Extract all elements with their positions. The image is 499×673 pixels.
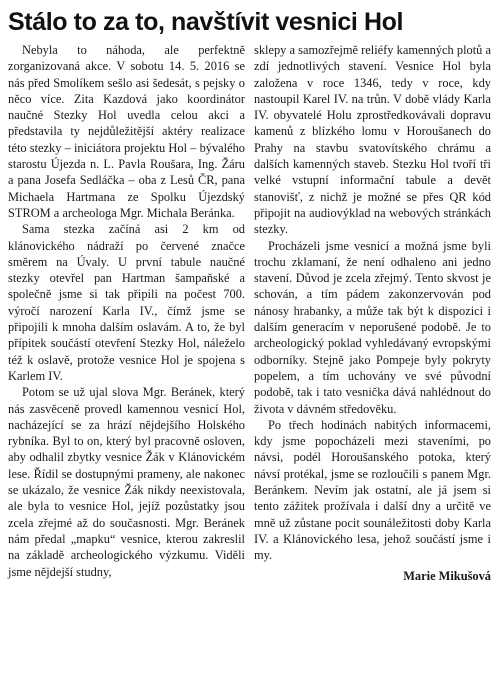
paragraph: Po třech hodinách nabitých informacemi, kdy jsme popocházeli mezi staveními, po návsi, podél Horoušanského potoka, který návsí protékal, jsme se rozloučili s panem Mgr. Beránkem. Nevím jak ostatní, ale já jsem si tento zážitek prožívala i další dny a určitě ve mně už zůstane pocit sounáležitosti doby Karla IV. a Klánovického lesa, jehož součástí jsme i my. [254, 417, 491, 563]
paragraph: Procházeli jsme vesnicí a možná jsme byli trochu zklamaní, že není odhaleno ani jedno stavení. Důvod je zcela zřejmý. Tento skvost je schován, a tím pádem zakonzervován pod nánosy hrabanky, a může tak být k dispozici i dalším generacím v neporušené podobě. Je to archeologický poklad vyhledávaný evropskými odborníky. Stejně jako Pompeje byly pokryty popelem, a tím uchovány ve své původní podobě, tak i tato vesnička dává nahlédnout do života v dávném středověku. [254, 238, 491, 416]
article-headline: Stálo to za to, navštívit vesnici Hol [8, 8, 404, 36]
article-author: Marie Mikušová [403, 568, 491, 583]
paragraph: sklepy a samozřejmě reliéfy kamenných plotů a zdí jednotlivých stavení. Vesnice Hol byla založena v roce 1346, tedy v roce, kdy nastoupil Karel IV. na trůn. V době vlády Karla IV. obyvatelé Holu zprostředkovávali dopravu kamenů z blízkého lomu v Horoušanech do Prahy na stavbu svatovítského chrámu a dalších kamenných staveb. Stezku Hol tvoří tři velké vstupní informační tabule a devět stanovišť, z nichž je možné se přes QR kód připojit na audiovýklad na webových stránkách stezky. [254, 43, 491, 237]
column-left [8, 42, 245, 584]
column-right [254, 42, 491, 584]
paragraph: Potom se už ujal slova Mgr. Beránek, který nás zasvěceně provedl kamennou vesnicí Hol, nacházející se za hrází nějdejšího Holského rybníka. Byl to on, který byl pracovně osloven, aby odhalil zbytky vesnice Žák v Klánovickém lese. Řídil se dostupnými prameny, ale nakonec se ukázalo, že vesnice Žák nikdy neexistovala, ale byla to vesnice Hol, jejíž pozůstatky jsou zcela zřejmé až do současnosti. Mgr. Beránek nám předal „mapku“ vesnice, kterou zakreslil na základě archeologického výzkumu. Viděli jsme nějdejší studny, [8, 385, 245, 579]
paragraph: Nebyla to náhoda, ale perfektně zorganizovaná akce. V sobotu 14. 5. 2016 se nás před Smolíkem sešlo asi šedesát, s pejsky o něco více. Zita Kazdová jako koordinátor naučné Stezky Hol uvedla celou akci a představila ty nejdůležitější aktéry realizace této stezky – iniciátora projektu Hol – bývalého starostu Újezda n. L. Pavla Roušara, Ing. Žáru a pana Josefa Sedláčka – oba z Lesů ČR, pana Michaela Hartmana ze Spolku Újezdský STROM a archeologa Mgr. Michala Beránka. [8, 43, 245, 220]
paragraph: Sama stezka začíná asi 2 km od klánovického nádraží po červené značce směrem na Úvaly. U první tabule naučné stezky otevřel pan Hartman šampaňské a společně jsme si tak připili na počest 700. výročí narození Karla IV., čímž jsme se připojili k mnoha dalším oslavám. A to, že byl přípitek součástí otevření Stezky Hol, náleželo též k oslavě, protože vesnice Hol je spojena s Karlem IV. [8, 222, 245, 383]
article-columns [8, 42, 491, 584]
